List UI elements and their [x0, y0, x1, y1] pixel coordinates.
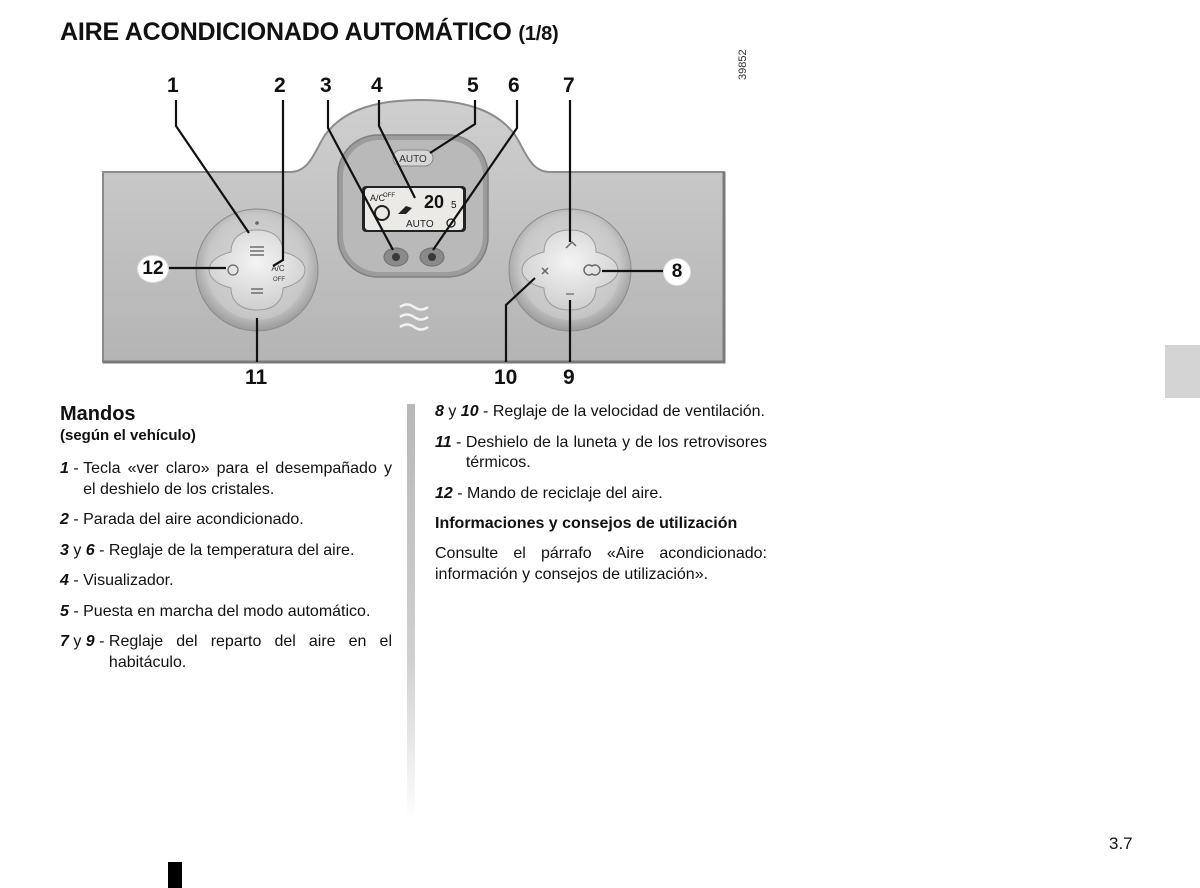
callout-6: 6 [508, 74, 520, 97]
legend-item-3-6: 3 y 6 - Reglaje de la temperatura del aire. [60, 541, 392, 562]
legend-text-2: Parada del aire acondicionado. [83, 511, 304, 528]
legend-text-4: Visualizador. [83, 572, 174, 589]
control-panel-illustration [0, 0, 800, 400]
legend-text-8-10: Reglaje de la velocidad de ventilación. [492, 403, 765, 420]
callout-4: 4 [371, 74, 383, 97]
legend-item-5: 5 - Puesta en marcha del modo automático. [60, 602, 392, 623]
legend-item-7-9: 7 y 9 - Reglaje del reparto del aire en el habitáculo. [60, 632, 392, 673]
legend-item-2: 2 - Parada del aire acondicionado. [60, 510, 392, 531]
callout-7: 7 [563, 74, 575, 97]
display-temperature-decimal: 5 [451, 200, 457, 211]
callout-3: 3 [320, 74, 332, 97]
display-ac-label: A/C [370, 193, 386, 203]
controls-subheading: (según el vehículo) [60, 427, 196, 444]
controls-column-2 [435, 402, 767, 585]
legend-num-2: 2 [60, 511, 69, 528]
knob-off-label: OFF [273, 277, 285, 283]
legend-item-12: 12 - Mando de reciclaje del aire. [435, 484, 767, 505]
display-temperature: 20 [424, 192, 445, 212]
legend-item-11: 11 - Deshielo de la luneta y de los retrovisores térmicos. [435, 433, 767, 474]
display-ac-off: OFF [383, 193, 395, 199]
knob-ac-label: A/C [271, 264, 285, 273]
display-mode: AUTO [406, 219, 434, 230]
callout-2: 2 [274, 74, 286, 97]
info-text: Consulte el párrafo «Aire acondicionado: información y consejos de utilización». [435, 545, 767, 583]
legend-text-3-6: Reglaje de la temperatura del aire. [108, 541, 355, 559]
legend-num-1: 1 [60, 460, 69, 477]
legend-text-5: Puesta en marcha del modo automático. [83, 602, 371, 620]
controls-heading: Mandos [60, 403, 136, 425]
column-divider [407, 404, 415, 822]
info-heading: Informaciones y consejos de utilización [435, 515, 738, 532]
callout-5: 5 [467, 74, 479, 97]
left-knob [196, 209, 318, 331]
page-number: 3.7 [1109, 834, 1133, 853]
callout-1: 1 [167, 74, 179, 97]
legend-item-1: 1 - Tecla «ver claro» para el desempañado y el deshielo de los cristales. [60, 459, 392, 500]
legend-text-12: Mando de reciclaje del aire. [467, 484, 663, 502]
bottom-crop-mark [168, 862, 182, 888]
legend-text-7-9: Reglaje del reparto del aire en el habitáculo. [108, 633, 392, 671]
section-side-tab [1165, 345, 1200, 398]
legend-item-8-10: 8 y 10 - Reglaje de la velocidad de ventilación. [435, 402, 767, 423]
legend-text-11: Deshielo de la luneta y de los retrovisores térmicos. [465, 433, 767, 471]
callout-10: 10 [494, 366, 518, 389]
auto-button-label: AUTO [399, 154, 427, 165]
figure-reference-code: 39852 [737, 49, 749, 80]
page-title-text: AIRE ACONDICIONADO AUTOMÁTICO [60, 18, 512, 46]
legend-text-1: Tecla «ver claro» para el desempañado y el deshielo de los cristales. [83, 460, 392, 498]
callout-8: 8 [663, 258, 691, 286]
callout-11: 11 [245, 366, 268, 389]
page-title-suffix: (1/8) [518, 23, 559, 45]
control-panel-figure [0, 0, 800, 400]
legend-item-4: 4 - Visualizador. [60, 571, 392, 592]
controls-column [60, 402, 392, 683]
callout-9: 9 [563, 366, 575, 389]
callout-12: 12 [137, 255, 169, 283]
